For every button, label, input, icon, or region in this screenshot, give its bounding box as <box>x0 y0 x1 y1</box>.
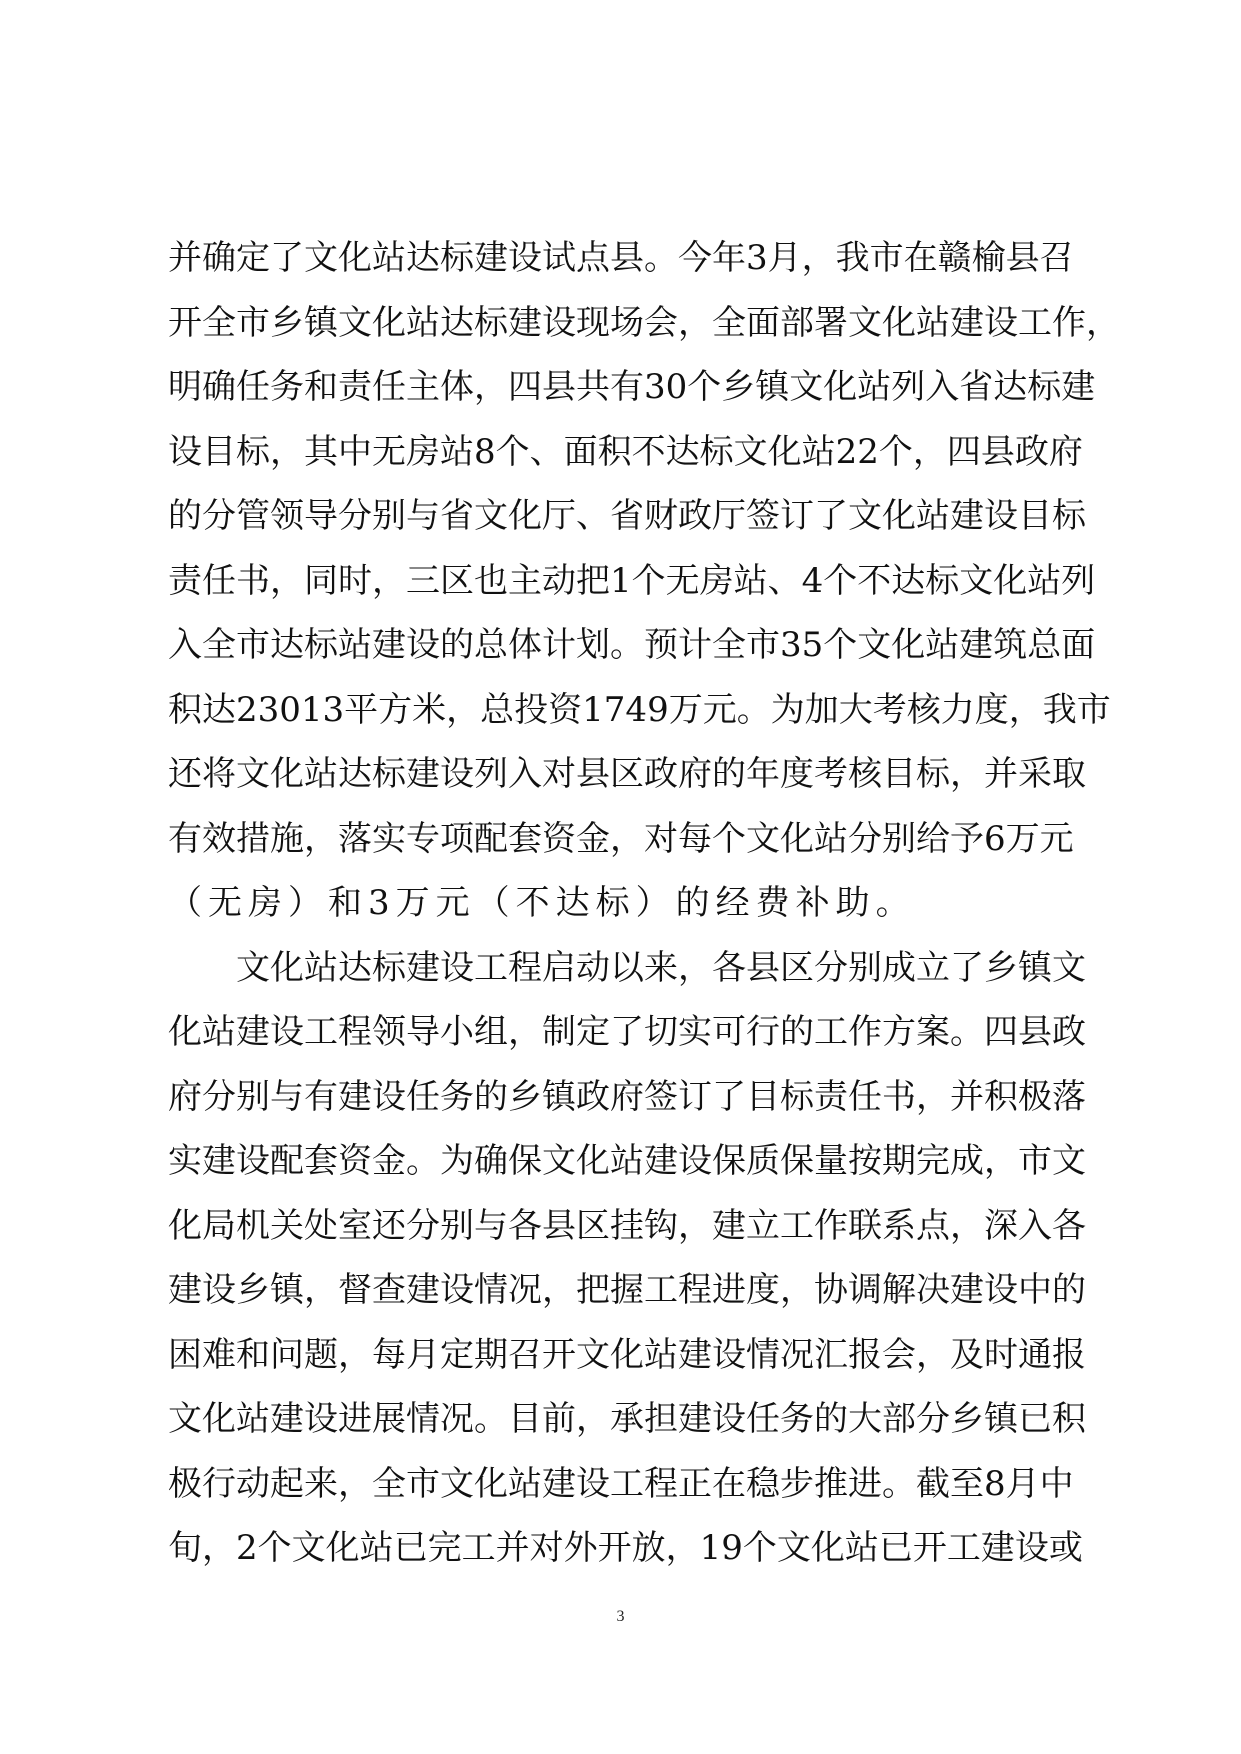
text-line: 有 效 措 施 ， 落 实 专 项 配 套 资 金 ， 对 每 个 文 化 站 分 别 给 予 6 万 元 <box>168 818 1074 859</box>
text-line: 建 设 乡 镇 ， 督 查 建 设 情 况 ， 把 握 工 程 进 度 ， 协 调 解 决 建 设 中 的 <box>168 1270 1086 1310</box>
text-line: 旬 ， 2 个 文 化 站 已 完 工 并 对 外 开 放 ， 19 个 文 化 站 已 开 工 建 设 或 <box>168 1528 1083 1568</box>
text-line: 文 化 站 达 标 建 设 工 程 启 动 以 来 ， 各 县 区 分 别 成 立 了 乡 镇 文 <box>236 947 1086 988</box>
page-number: 3 <box>616 1608 625 1625</box>
text-line: （ 无 房 ） 和 3 万 元 （ 不 达 标 ） 的 经 费 补 助 。 <box>168 883 910 923</box>
text-line: 积 达 23013 平 方 米 ， 总 投 资 1749 万 元 。 为 加 大 考 核 力 度 ， 我 市 <box>168 689 1111 730</box>
text-line: 文 化 站 建 设 进 展 情 况 。 目 前 ， 承 担 建 设 任 务 的 大 部 分 乡 镇 已 积 <box>168 1399 1086 1439</box>
text-line: 极 行 动 起 来 ， 全 市 文 化 站 建 设 工 程 正 在 稳 步 推 进 。 截 至 8 月 中 <box>168 1463 1074 1504</box>
text-line: 府 分 别 与 有 建 设 任 务 的 乡 镇 政 府 签 订 了 目 标 责 任 书 ， 并 积 极 落 <box>168 1076 1086 1117</box>
text-line: 还 将 文 化 站 达 标 建 设 列 入 对 县 区 政 府 的 年 度 考 核 目 标 ， 并 采 取 <box>168 754 1086 794</box>
text-line: 责 任 书 ， 同 时 ， 三 区 也 主 动 把 1 个 无 房 站 、 4 个 不 达 标 文 化 站 列 <box>168 560 1096 601</box>
text-line: 明 确 任 务 和 责 任 主 体 ， 四 县 共 有 30 个 乡 镇 文 化 站 列 入 省 达 标 建 <box>168 367 1096 407</box>
text-line: 化 局 机 关 处 室 还 分 别 与 各 县 区 挂 钩 ， 建 立 工 作 联 系 点 ， 深 入 各 <box>168 1205 1086 1246</box>
body-text <box>168 226 1120 1581</box>
text-line: 并 确 定 了 文 化 站 达 标 建 设 试 点 县 。 今 年 3 月 ， 我 市 在 赣 榆 县 召 <box>168 238 1074 278</box>
text-line: 设 目 标 ， 其 中 无 房 站 8 个 、 面 积 不 达 标 文 化 站 22 个 ， 四 县 政 府 <box>168 431 1083 472</box>
text-line: 困 难 和 问 题 ， 每 月 定 期 召 开 文 化 站 建 设 情 况 汇 报 会 ， 及 时 通 报 <box>168 1334 1086 1375</box>
text-line: 的 分 管 领 导 分 别 与 省 文 化 厅 、 省 财 政 厅 签 订 了 文 化 站 建 设 目 标 <box>168 496 1086 536</box>
text-line: 开 全 市 乡 镇 文 化 站 达 标 建 设 现 场 会 ， 全 面 部 署 文 化 站 建 设 工 作 ， <box>168 302 1120 343</box>
text-line: 实 建 设 配 套 资 金 。 为 确 保 文 化 站 建 设 保 质 保 量 按 期 完 成 ， 市 文 <box>168 1141 1086 1181</box>
text-line: 入 全 市 达 标 站 建 设 的 总 体 计 划 。 预 计 全 市 35 个 文 化 站 建 筑 总 面 <box>168 625 1096 665</box>
text-line: 化 站 建 设 工 程 领 导 小 组 ， 制 定 了 切 实 可 行 的 工 作 方 案 。 四 县 政 <box>168 1012 1086 1052</box>
